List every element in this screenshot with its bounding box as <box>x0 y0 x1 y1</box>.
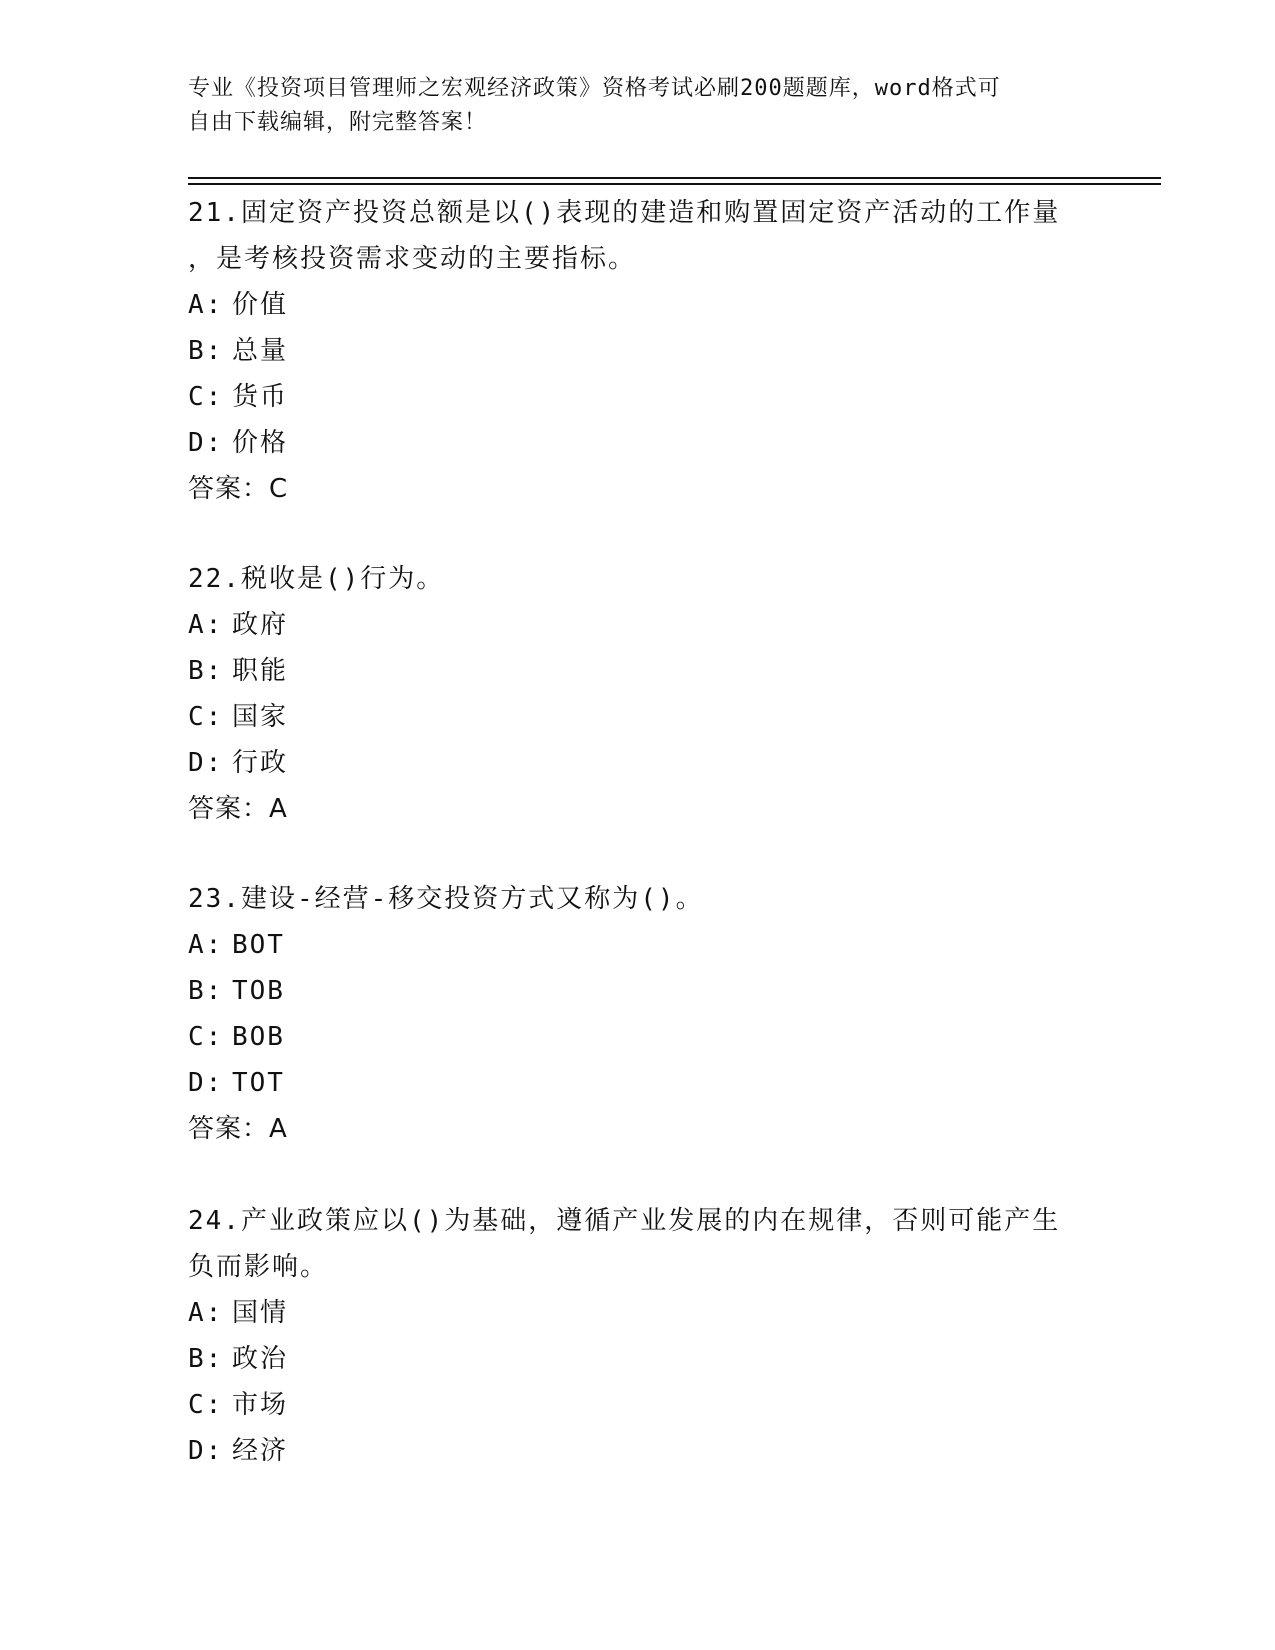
option-key: A: <box>188 1298 224 1328</box>
question-22 <box>188 556 1088 832</box>
option-key: C: <box>188 1022 224 1052</box>
option-c <box>188 694 1088 740</box>
option-text: 政府 <box>232 610 289 640</box>
option-key: D: <box>188 748 224 778</box>
option-d <box>188 1428 1088 1474</box>
option-c <box>188 374 1088 420</box>
option-key: C: <box>188 702 224 732</box>
option-text: 市场 <box>232 1390 289 1420</box>
option-key: B: <box>188 976 224 1006</box>
question-24 <box>188 1198 1088 1474</box>
option-text: BOT <box>232 930 285 960</box>
option-key: C: <box>188 1390 224 1420</box>
option-b <box>188 328 1088 374</box>
option-text: 行政 <box>232 748 289 778</box>
option-text: TOT <box>232 1068 285 1098</box>
option-text: TOB <box>232 976 285 1006</box>
option-text: 国情 <box>232 1298 289 1328</box>
option-text: 价值 <box>232 290 289 320</box>
option-d <box>188 420 1088 466</box>
question-stem: 22.税收是()行为。 <box>188 564 445 594</box>
question-stem-continued: ，是考核投资需求变动的主要指标。 <box>188 244 637 274</box>
option-d <box>188 740 1088 786</box>
option-key: B: <box>188 656 224 686</box>
option-text: 货币 <box>232 382 289 412</box>
option-a <box>188 282 1088 328</box>
option-text: 职能 <box>232 656 289 686</box>
document-header <box>188 72 1088 140</box>
option-key: D: <box>188 1068 224 1098</box>
header-divider-bottom <box>188 183 1161 185</box>
option-key: D: <box>188 428 224 458</box>
option-b <box>188 648 1088 694</box>
question-stem: 24.产业政策应以()为基础，遵循产业发展的内在规律，否则可能产生 <box>188 1206 1061 1236</box>
option-text: 经济 <box>232 1436 289 1466</box>
question-23 <box>188 876 1088 1152</box>
answer-line: 答案：A <box>188 794 288 824</box>
option-text: 价格 <box>232 428 289 458</box>
option-key: A: <box>188 290 224 320</box>
option-key: B: <box>188 336 224 366</box>
header-divider-top <box>188 177 1161 179</box>
question-stem: 21.固定资产投资总额是以()表现的建造和购置固定资产活动的工作量 <box>188 198 1061 228</box>
option-a <box>188 1290 1088 1336</box>
answer-line: 答案：A <box>188 1114 288 1144</box>
option-a <box>188 922 1088 968</box>
option-key: A: <box>188 930 224 960</box>
option-key: C: <box>188 382 224 412</box>
option-b <box>188 968 1088 1014</box>
header-line-2: 自由下载编辑，附完整答案！ <box>188 110 488 135</box>
header-line-1: 专业《投资项目管理师之宏观经济政策》资格考试必刷200题题库，word格式可 <box>188 76 1001 101</box>
question-21 <box>188 190 1088 512</box>
option-text: 总量 <box>232 336 289 366</box>
option-b <box>188 1336 1088 1382</box>
question-stem: 23.建设-经营-移交投资方式又称为()。 <box>188 884 704 914</box>
option-text: 国家 <box>232 702 289 732</box>
answer-line: 答案：C <box>188 474 289 504</box>
option-key: D: <box>188 1436 224 1466</box>
option-d <box>188 1060 1088 1106</box>
option-c <box>188 1014 1088 1060</box>
option-text: BOB <box>232 1022 285 1052</box>
question-stem-continued: 负而影响。 <box>188 1252 329 1282</box>
option-key: A: <box>188 610 224 640</box>
option-key: B: <box>188 1344 224 1374</box>
option-a <box>188 602 1088 648</box>
option-c <box>188 1382 1088 1428</box>
option-text: 政治 <box>232 1344 289 1374</box>
